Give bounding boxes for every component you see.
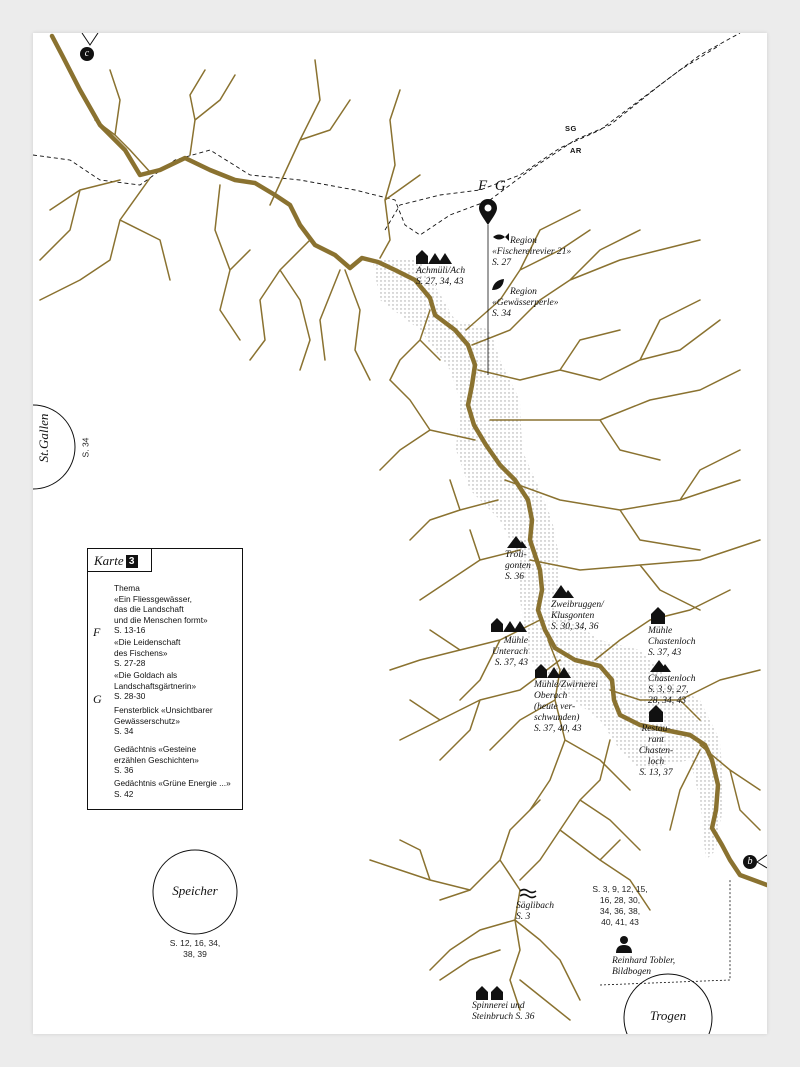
region-gewasser-pages: S. 34 [492,309,511,319]
legend-entry-goldach [114,670,238,702]
legend-line: Landschaftsgärtnerin» [114,680,197,691]
legend-pages: S. 13-16 [114,625,146,635]
zwirnerei-line3: (heute ver- [534,702,576,712]
chastenloch-pages2: 28, 34, 43 [648,696,686,706]
muehle-unterach-line2: Unterach [492,647,528,657]
legend-pages: S. 34 [114,726,134,736]
label-troligonten [505,550,531,583]
marker-c: c [80,47,94,61]
speicher-pages2: 38, 39 [183,949,207,959]
restaurant-line3: Chasten- [638,746,674,756]
legend-entry-gewaesserschutz [114,705,238,737]
legend-entry-thema [114,583,238,636]
canton-label-ar: AR [570,146,582,155]
house-icon [651,607,665,624]
legend-title [88,549,152,572]
legend-line: Thema [114,583,140,593]
town-speicher: Speicher [172,883,218,898]
tobler-line2: Bildbogen [612,967,652,977]
legend-line: und die Menschen formt» [114,614,208,625]
muehle-chastenloch-line2: Chastenloch [648,637,696,647]
tobler-pages-line1: S. 3, 9, 12, 15, [592,884,648,894]
spinnerei-line2: Steinbruch S. 36 [472,1012,535,1022]
legend-entry-energie [114,778,238,799]
border-arrow-right [757,855,767,868]
zweibruggen-pages: S. 30, 34, 36 [551,622,599,632]
border-arrow-top [82,33,98,45]
town-trogen: Trogen [649,1008,687,1023]
legend-number: 3 [126,555,138,568]
legend-line: «Ein Fliessgewässer, [114,593,192,604]
canton-label-sg: SG [565,124,577,133]
legend-line: Gewässerschutz» [114,715,180,726]
restaurant-line4: loch [647,757,665,767]
zwirnerei-pages: S. 37, 40, 43 [534,724,582,734]
waves-icon [520,890,536,898]
legend-letter-g: G [93,692,102,706]
restaurant-line2: rant [648,735,664,745]
saeglibach-name: Säglibach [516,901,554,911]
fg-header: F G [478,178,508,194]
legend-line: Gedächtnis «Grüne Energie ...» [114,778,231,788]
tobler-pages-line3: 34, 36, 38, [599,906,641,916]
label-tobler-pages [570,884,670,928]
legend-letter-f: F [93,625,101,639]
legend-pages: S. 42 [114,788,134,799]
marker-b: b [743,855,757,869]
tributaries [40,60,760,1020]
restaurant-line1: Restau- [641,724,671,734]
muehle-unterach-line1: Mühle [503,636,528,646]
chastenloch-pages1: S. 3, 9, 27, [648,685,689,695]
label-region-gewasser [492,287,559,320]
legend-line: «Die Goldach als [114,670,178,680]
label-chastenloch [648,674,696,707]
legend-line: des Fischens» [114,647,168,658]
muehle-chastenloch-pages: S. 37, 43 [648,648,682,658]
region-fisch-line1: Region [510,236,537,246]
label-restaurant [634,724,678,779]
legend-entry-gesteine [114,744,238,776]
achmuli-pages: S. 27, 34, 43 [416,277,464,287]
region-gewasser-line1: Region [510,287,537,297]
label-spinnerei [472,1001,535,1023]
label-zweibruggen [551,600,604,633]
house-icon-3 [476,986,503,1000]
town-stgallen: St.Gallen [36,413,51,463]
label-region-fisch [492,236,571,269]
legend-title-text: Karte [94,553,124,568]
troligonten-pages: S. 36 [505,572,524,582]
label-achmuli [416,266,465,288]
tobler-line1: Reinhard Tobler, [612,956,676,966]
person-icon [616,936,632,953]
town-speicher-pages [155,938,235,960]
zweibruggen-line1: Zweibruggen/ [551,600,604,610]
restaurant-pages: S. 13, 37 [639,768,673,778]
legend-line: Gedächtnis «Gesteine [114,744,197,754]
mill-icon [416,250,452,264]
troligonten-line1: Tröli- [505,550,527,560]
label-saeglibach [516,901,554,923]
region-gewasser-line2: «Gewässerperle» [492,298,559,308]
muehle-unterach-pages: S. 37, 43 [494,658,528,668]
label-muehle-chastenloch [648,626,696,659]
label-muehle-unterach [490,636,528,669]
label-zwirnerei [534,680,598,735]
pin-icon [479,199,497,225]
zwirnerei-line1: Mühle/Zwirnerei [534,680,599,690]
label-tobler [612,956,675,978]
mill-icon-2 [491,618,527,632]
tobler-pages-line4: 40, 41, 43 [601,917,639,927]
legend-pages: S. 27-28 [114,658,146,668]
legend-pages: S. 36 [114,765,134,775]
legend-pages: S. 28-30 [114,691,146,701]
zwirnerei-line4: schwunden) [534,713,580,723]
legend-line: das die Landschaft [114,604,184,614]
region-fisch-line2: «Fischereirevier 21» [492,247,572,257]
map-legend [87,548,243,810]
canton-border [33,33,740,235]
speicher-pages1: S. 12, 16, 34, [169,938,221,948]
achmuli-name: Achmüli/Ach [416,266,466,276]
chastenloch-name: Chastenloch [648,674,696,684]
muehle-chastenloch-line1: Mühle [648,626,673,636]
zwirnerei-line2: Oberach [534,691,568,701]
town-stgallen-pages: S. 34 [80,437,91,458]
tobler-pages-line2: 16, 28, 30, [599,895,641,905]
legend-line: «Die Leidenschaft [114,637,181,647]
saeglibach-pages: S. 3 [516,912,531,922]
troligonten-line2: gonten [505,561,531,571]
region-fisch-pages: S. 27 [492,258,511,268]
legend-entry-fischen [114,637,238,669]
canton-border-2 [385,45,720,230]
legend-line: erzählen Geschichten» [114,754,199,765]
zweibruggen-line2: Klusgonten [551,611,595,621]
spinnerei-line1: Spinnerei und [472,1001,525,1011]
legend-line: Fensterblick «Unsichtbarer [114,705,213,715]
